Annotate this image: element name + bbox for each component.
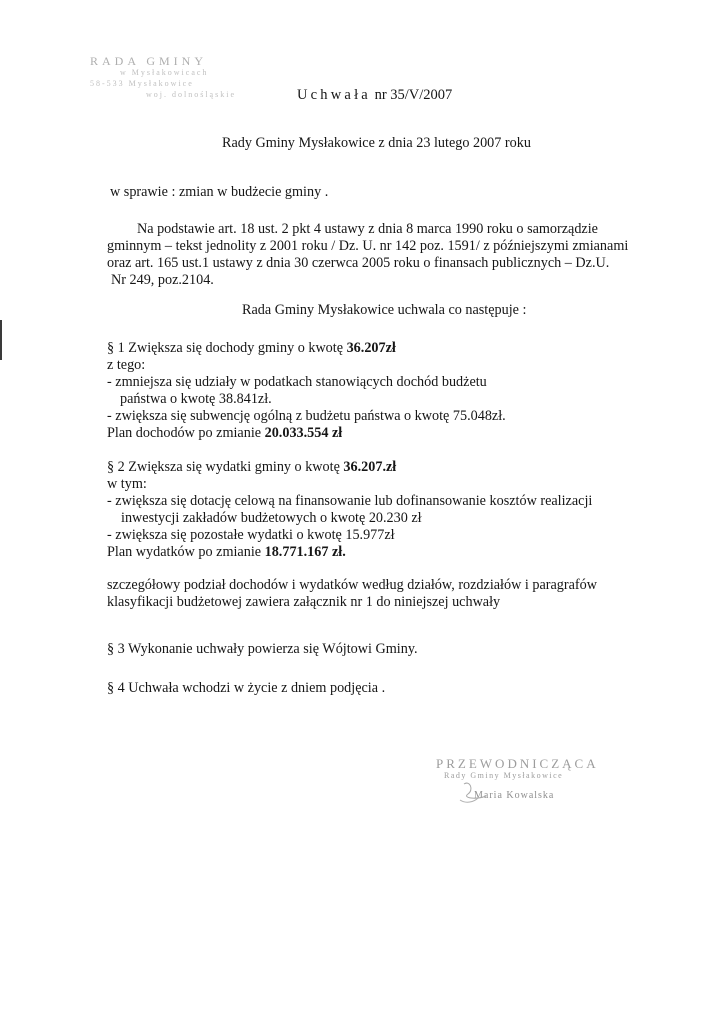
section-4: § 4 Uchwała wchodzi w życie z dniem podjęcia .	[107, 680, 386, 696]
resolution-title-word: Uchwała	[297, 87, 371, 103]
section-1-heading-text: § 1 Zwiększa się dochody gminy o kwotę	[107, 340, 347, 356]
resolves-line: Rada Gminy Mysłakowice uchwala co następuje :	[242, 302, 527, 318]
section-1-item-1-cont: państwa o kwotę 38.841zł.	[120, 391, 272, 407]
section-1	[107, 340, 506, 442]
section-1-sub: z tego:	[107, 357, 146, 373]
legal-basis-paragraph	[107, 221, 628, 289]
section-2-item-1-cont: inwestycji zakładów budżetowych o kwotę 20.230 zł	[121, 510, 422, 526]
section-2-item-1: - zwiększa się dotację celową na finansowanie lub dofinansowanie kosztów realizacji	[107, 493, 593, 509]
in-matter-line: w sprawie : zmian w budżecie gminy .	[110, 184, 329, 200]
section-1-plan-text: Plan dochodów po zmianie	[107, 425, 265, 441]
section-1-amount: 36.207zł	[346, 340, 396, 356]
council-stamp-line1: RADA GMINY	[90, 54, 208, 68]
scan-edge-mark	[0, 320, 2, 360]
section-2	[107, 459, 592, 561]
detail-line: klasyfikacji budżetowej zawiera załącznik nr 1 do niniejszej uchwały	[107, 594, 501, 610]
legal-basis-line: oraz art. 165 ust.1 ustawy z dnia 30 czerwca 2005 roku o finansach publicznych – Dz.U.	[107, 255, 610, 271]
section-2-sub: w tym:	[107, 476, 147, 492]
council-stamp-line2: w Mysłakowicach	[120, 68, 209, 77]
council-stamp-line3: 58-533 Mysłakowice	[90, 79, 194, 88]
section-1-heading	[107, 340, 506, 357]
section-2-plan-amount: 18.771.167 zł.	[264, 544, 346, 560]
section-2-plan	[107, 544, 592, 561]
section-2-plan-text: Plan wydatków po zmianie	[107, 544, 265, 560]
resolution-number: nr 35/V/2007	[374, 87, 453, 103]
section-2-item-2: - zwiększa się pozostałe wydatki o kwotę 15.977zł	[107, 527, 395, 543]
section-2-heading-text: § 2 Zwiększa się wydatki gminy o kwotę	[107, 459, 344, 475]
handwritten-signature	[456, 778, 516, 808]
council-stamp-line4: woj. dolnośląskie	[146, 90, 236, 99]
section-1-item-2: - zwiększa się subwencję ogólną z budżetu państwa o kwotę 75.048zł.	[107, 408, 506, 424]
signature-stamp-name: Maria Kowalska	[474, 790, 555, 801]
legal-basis-line: gminnym – tekst jednolity z 2001 roku / Dz. U. nr 142 poz. 1591/ z późniejszymi zmianami	[107, 238, 629, 254]
signature-stamp	[436, 756, 616, 801]
section-1-plan	[107, 425, 506, 442]
legal-basis-line: Na podstawie art. 18 ust. 2 pkt 4 ustawy z dnia 8 marca 1990 roku o samorządzie	[137, 221, 598, 237]
signature-stamp-subtitle: Rady Gminy Mysłakowice	[444, 771, 564, 780]
section-1-plan-amount: 20.033.554 zł	[264, 425, 343, 441]
detail-line: szczegółowy podział dochodów i wydatków według działów, rozdziałów i paragrafów	[107, 577, 597, 593]
legal-basis-line: Nr 249, poz.2104.	[111, 272, 214, 288]
section-3: § 3 Wykonanie uchwały powierza się Wójtowi Gminy.	[107, 641, 418, 657]
section-1-item-1: - zmniejsza się udziały w podatkach stanowiących dochód budżetu	[107, 374, 487, 390]
resolution-subtitle: Rady Gminy Mysłakowice z dnia 23 lutego 2007 roku	[222, 135, 531, 151]
section-2-heading	[107, 459, 592, 476]
council-stamp	[90, 56, 280, 100]
detail-paragraph	[107, 577, 597, 611]
signature-stamp-title: PRZEWODNICZĄCA	[436, 756, 599, 771]
resolution-title	[297, 87, 452, 104]
section-2-amount: 36.207.zł	[343, 459, 397, 475]
